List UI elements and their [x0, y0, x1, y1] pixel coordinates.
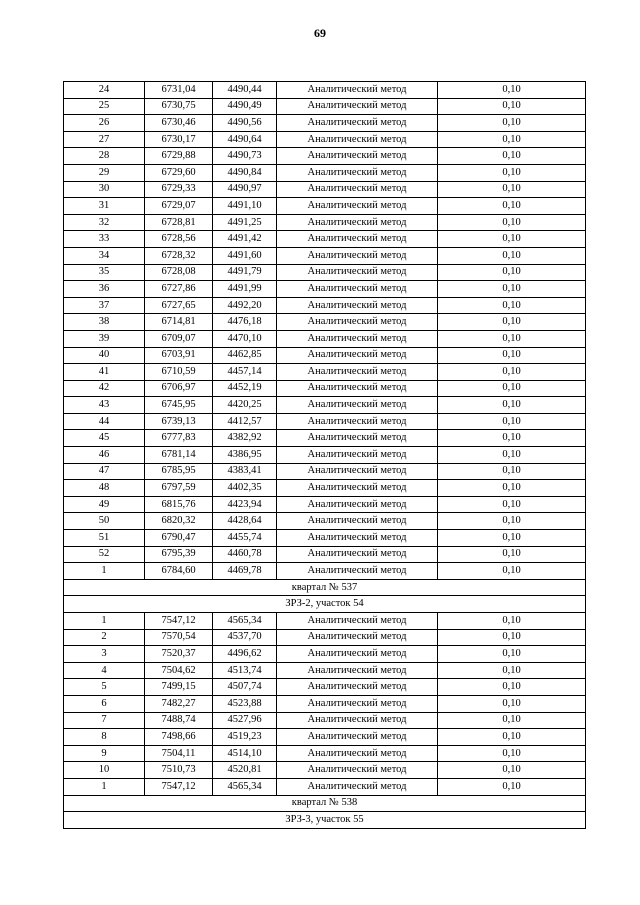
x-coordinate-cell: 7504,11 [145, 745, 213, 762]
table-row [64, 397, 586, 414]
method-cell: Аналитический метод [277, 745, 438, 762]
accuracy-cell: 0,10 [438, 413, 586, 430]
table-row [64, 115, 586, 132]
table-row [64, 712, 586, 729]
point-number-cell: 43 [64, 397, 145, 414]
method-cell: Аналитический метод [277, 679, 438, 696]
point-number-cell: 42 [64, 380, 145, 397]
accuracy-cell: 0,10 [438, 82, 586, 99]
table-row [64, 778, 586, 795]
y-coordinate-cell: 4520,81 [213, 762, 277, 779]
point-number-cell: 29 [64, 164, 145, 181]
y-coordinate-cell: 4491,99 [213, 281, 277, 298]
table-row [64, 164, 586, 181]
x-coordinate-cell: 6706,97 [145, 380, 213, 397]
method-cell: Аналитический метод [277, 330, 438, 347]
table-row [64, 297, 586, 314]
point-number-cell: 39 [64, 330, 145, 347]
method-cell: Аналитический метод [277, 430, 438, 447]
method-cell: Аналитический метод [277, 629, 438, 646]
y-coordinate-cell: 4455,74 [213, 530, 277, 547]
y-coordinate-cell: 4423,94 [213, 496, 277, 513]
x-coordinate-cell: 6728,56 [145, 231, 213, 248]
accuracy-cell: 0,10 [438, 314, 586, 331]
accuracy-cell: 0,10 [438, 131, 586, 148]
point-number-cell: 48 [64, 480, 145, 497]
method-cell: Аналитический метод [277, 231, 438, 248]
point-number-cell: 7 [64, 712, 145, 729]
accuracy-cell: 0,10 [438, 695, 586, 712]
y-coordinate-cell: 4514,10 [213, 745, 277, 762]
accuracy-cell: 0,10 [438, 247, 586, 264]
point-number-cell: 37 [64, 297, 145, 314]
x-coordinate-cell: 6710,59 [145, 364, 213, 381]
y-coordinate-cell: 4462,85 [213, 347, 277, 364]
method-cell: Аналитический метод [277, 729, 438, 746]
method-cell: Аналитический метод [277, 314, 438, 331]
section-header: ЗРЗ-3, участок 55 [64, 812, 586, 829]
x-coordinate-cell: 6703,91 [145, 347, 213, 364]
table-row [64, 646, 586, 663]
table-row [64, 198, 586, 215]
section-header: ЗРЗ-2, участок 54 [64, 596, 586, 613]
section-header: квартал № 538 [64, 795, 586, 812]
y-coordinate-cell: 4412,57 [213, 413, 277, 430]
method-cell: Аналитический метод [277, 447, 438, 464]
y-coordinate-cell: 4527,96 [213, 712, 277, 729]
table-row [64, 330, 586, 347]
point-number-cell: 9 [64, 745, 145, 762]
table-row [64, 281, 586, 298]
x-coordinate-cell: 6781,14 [145, 447, 213, 464]
table-row [64, 364, 586, 381]
x-coordinate-cell: 6790,47 [145, 530, 213, 547]
method-cell: Аналитический метод [277, 513, 438, 530]
x-coordinate-cell: 7488,74 [145, 712, 213, 729]
method-cell: Аналитический метод [277, 164, 438, 181]
section-header-row [64, 812, 586, 829]
accuracy-cell: 0,10 [438, 397, 586, 414]
x-coordinate-cell: 7482,27 [145, 695, 213, 712]
point-number-cell: 31 [64, 198, 145, 215]
method-cell: Аналитический метод [277, 646, 438, 663]
method-cell: Аналитический метод [277, 247, 438, 264]
accuracy-cell: 0,10 [438, 214, 586, 231]
table-row [64, 563, 586, 580]
method-cell: Аналитический метод [277, 297, 438, 314]
point-number-cell: 27 [64, 131, 145, 148]
section-header-row [64, 795, 586, 812]
accuracy-cell: 0,10 [438, 496, 586, 513]
table-row [64, 679, 586, 696]
y-coordinate-cell: 4491,79 [213, 264, 277, 281]
y-coordinate-cell: 4476,18 [213, 314, 277, 331]
x-coordinate-cell: 6730,75 [145, 98, 213, 115]
y-coordinate-cell: 4382,92 [213, 430, 277, 447]
point-number-cell: 4 [64, 662, 145, 679]
y-coordinate-cell: 4490,56 [213, 115, 277, 132]
table-row [64, 247, 586, 264]
point-number-cell: 25 [64, 98, 145, 115]
table-row [64, 98, 586, 115]
method-cell: Аналитический метод [277, 546, 438, 563]
table-row [64, 695, 586, 712]
method-cell: Аналитический метод [277, 662, 438, 679]
x-coordinate-cell: 6730,17 [145, 131, 213, 148]
accuracy-cell: 0,10 [438, 530, 586, 547]
accuracy-cell: 0,10 [438, 745, 586, 762]
x-coordinate-cell: 6729,60 [145, 164, 213, 181]
x-coordinate-cell: 6714,81 [145, 314, 213, 331]
accuracy-cell: 0,10 [438, 447, 586, 464]
accuracy-cell: 0,10 [438, 563, 586, 580]
y-coordinate-cell: 4420,25 [213, 397, 277, 414]
y-coordinate-cell: 4513,74 [213, 662, 277, 679]
table-row [64, 181, 586, 198]
method-cell: Аналитический метод [277, 115, 438, 132]
y-coordinate-cell: 4491,25 [213, 214, 277, 231]
x-coordinate-cell: 6729,88 [145, 148, 213, 165]
point-number-cell: 45 [64, 430, 145, 447]
y-coordinate-cell: 4492,20 [213, 297, 277, 314]
section-header-row [64, 596, 586, 613]
y-coordinate-cell: 4537,70 [213, 629, 277, 646]
point-number-cell: 1 [64, 778, 145, 795]
accuracy-cell: 0,10 [438, 613, 586, 630]
y-coordinate-cell: 4490,49 [213, 98, 277, 115]
accuracy-cell: 0,10 [438, 662, 586, 679]
point-number-cell: 2 [64, 629, 145, 646]
coordinates-table-body [64, 82, 586, 829]
y-coordinate-cell: 4491,42 [213, 231, 277, 248]
method-cell: Аналитический метод [277, 347, 438, 364]
y-coordinate-cell: 4460,78 [213, 546, 277, 563]
section-header-row [64, 579, 586, 596]
point-number-cell: 47 [64, 463, 145, 480]
y-coordinate-cell: 4496,62 [213, 646, 277, 663]
table-row [64, 662, 586, 679]
accuracy-cell: 0,10 [438, 380, 586, 397]
point-number-cell: 8 [64, 729, 145, 746]
point-number-cell: 51 [64, 530, 145, 547]
method-cell: Аналитический метод [277, 496, 438, 513]
accuracy-cell: 0,10 [438, 231, 586, 248]
method-cell: Аналитический метод [277, 264, 438, 281]
x-coordinate-cell: 6739,13 [145, 413, 213, 430]
x-coordinate-cell: 7499,15 [145, 679, 213, 696]
point-number-cell: 34 [64, 247, 145, 264]
x-coordinate-cell: 6785,95 [145, 463, 213, 480]
y-coordinate-cell: 4383,41 [213, 463, 277, 480]
x-coordinate-cell: 7504,62 [145, 662, 213, 679]
page-number: 69 [314, 26, 326, 40]
table-row [64, 347, 586, 364]
y-coordinate-cell: 4519,23 [213, 729, 277, 746]
table-row [64, 546, 586, 563]
point-number-cell: 26 [64, 115, 145, 132]
method-cell: Аналитический метод [277, 148, 438, 165]
y-coordinate-cell: 4523,88 [213, 695, 277, 712]
x-coordinate-cell: 6731,04 [145, 82, 213, 99]
point-number-cell: 46 [64, 447, 145, 464]
x-coordinate-cell: 6729,07 [145, 198, 213, 215]
table-row [64, 214, 586, 231]
accuracy-cell: 0,10 [438, 98, 586, 115]
y-coordinate-cell: 4491,10 [213, 198, 277, 215]
accuracy-cell: 0,10 [438, 364, 586, 381]
method-cell: Аналитический метод [277, 380, 438, 397]
x-coordinate-cell: 6797,59 [145, 480, 213, 497]
point-number-cell: 3 [64, 646, 145, 663]
method-cell: Аналитический метод [277, 413, 438, 430]
point-number-cell: 6 [64, 695, 145, 712]
point-number-cell: 40 [64, 347, 145, 364]
accuracy-cell: 0,10 [438, 729, 586, 746]
y-coordinate-cell: 4452,19 [213, 380, 277, 397]
accuracy-cell: 0,10 [438, 629, 586, 646]
method-cell: Аналитический метод [277, 131, 438, 148]
table-row [64, 430, 586, 447]
point-number-cell: 10 [64, 762, 145, 779]
method-cell: Аналитический метод [277, 82, 438, 99]
x-coordinate-cell: 7510,73 [145, 762, 213, 779]
table-row [64, 729, 586, 746]
method-cell: Аналитический метод [277, 762, 438, 779]
point-number-cell: 5 [64, 679, 145, 696]
y-coordinate-cell: 4386,95 [213, 447, 277, 464]
table-row [64, 447, 586, 464]
y-coordinate-cell: 4490,44 [213, 82, 277, 99]
accuracy-cell: 0,10 [438, 712, 586, 729]
x-coordinate-cell: 7547,12 [145, 778, 213, 795]
method-cell: Аналитический метод [277, 214, 438, 231]
point-number-cell: 38 [64, 314, 145, 331]
method-cell: Аналитический метод [277, 712, 438, 729]
table-row [64, 745, 586, 762]
method-cell: Аналитический метод [277, 778, 438, 795]
table-row [64, 231, 586, 248]
y-coordinate-cell: 4469,78 [213, 563, 277, 580]
point-number-cell: 30 [64, 181, 145, 198]
accuracy-cell: 0,10 [438, 264, 586, 281]
section-header: квартал № 537 [64, 579, 586, 596]
point-number-cell: 32 [64, 214, 145, 231]
y-coordinate-cell: 4470,10 [213, 330, 277, 347]
accuracy-cell: 0,10 [438, 297, 586, 314]
method-cell: Аналитический метод [277, 98, 438, 115]
accuracy-cell: 0,10 [438, 198, 586, 215]
accuracy-cell: 0,10 [438, 480, 586, 497]
method-cell: Аналитический метод [277, 563, 438, 580]
accuracy-cell: 0,10 [438, 430, 586, 447]
table-row [64, 413, 586, 430]
table-row [64, 264, 586, 281]
point-number-cell: 49 [64, 496, 145, 513]
table-row [64, 380, 586, 397]
accuracy-cell: 0,10 [438, 546, 586, 563]
y-coordinate-cell: 4402,35 [213, 480, 277, 497]
y-coordinate-cell: 4565,34 [213, 778, 277, 795]
x-coordinate-cell: 6815,76 [145, 496, 213, 513]
accuracy-cell: 0,10 [438, 281, 586, 298]
method-cell: Аналитический метод [277, 198, 438, 215]
method-cell: Аналитический метод [277, 281, 438, 298]
method-cell: Аналитический метод [277, 695, 438, 712]
method-cell: Аналитический метод [277, 364, 438, 381]
table-row [64, 480, 586, 497]
x-coordinate-cell: 7498,66 [145, 729, 213, 746]
x-coordinate-cell: 6709,07 [145, 330, 213, 347]
point-number-cell: 1 [64, 563, 145, 580]
accuracy-cell: 0,10 [438, 330, 586, 347]
x-coordinate-cell: 6745,95 [145, 397, 213, 414]
x-coordinate-cell: 6730,46 [145, 115, 213, 132]
table-row [64, 762, 586, 779]
y-coordinate-cell: 4490,84 [213, 164, 277, 181]
method-cell: Аналитический метод [277, 530, 438, 547]
x-coordinate-cell: 7520,37 [145, 646, 213, 663]
x-coordinate-cell: 7570,54 [145, 629, 213, 646]
point-number-cell: 1 [64, 613, 145, 630]
accuracy-cell: 0,10 [438, 463, 586, 480]
x-coordinate-cell: 6727,86 [145, 281, 213, 298]
method-cell: Аналитический метод [277, 463, 438, 480]
x-coordinate-cell: 6728,81 [145, 214, 213, 231]
table-row [64, 513, 586, 530]
table-row [64, 496, 586, 513]
point-number-cell: 52 [64, 546, 145, 563]
table-row [64, 148, 586, 165]
point-number-cell: 50 [64, 513, 145, 530]
point-number-cell: 35 [64, 264, 145, 281]
table-row [64, 131, 586, 148]
y-coordinate-cell: 4490,64 [213, 131, 277, 148]
method-cell: Аналитический метод [277, 397, 438, 414]
accuracy-cell: 0,10 [438, 347, 586, 364]
accuracy-cell: 0,10 [438, 164, 586, 181]
table-row [64, 463, 586, 480]
x-coordinate-cell: 6795,39 [145, 546, 213, 563]
table-row [64, 530, 586, 547]
x-coordinate-cell: 6784,60 [145, 563, 213, 580]
accuracy-cell: 0,10 [438, 762, 586, 779]
table-row [64, 314, 586, 331]
y-coordinate-cell: 4428,64 [213, 513, 277, 530]
accuracy-cell: 0,10 [438, 513, 586, 530]
accuracy-cell: 0,10 [438, 778, 586, 795]
table-row [64, 613, 586, 630]
y-coordinate-cell: 4457,14 [213, 364, 277, 381]
accuracy-cell: 0,10 [438, 148, 586, 165]
x-coordinate-cell: 7547,12 [145, 613, 213, 630]
x-coordinate-cell: 6777,83 [145, 430, 213, 447]
x-coordinate-cell: 6728,08 [145, 264, 213, 281]
y-coordinate-cell: 4507,74 [213, 679, 277, 696]
x-coordinate-cell: 6727,65 [145, 297, 213, 314]
method-cell: Аналитический метод [277, 181, 438, 198]
point-number-cell: 24 [64, 82, 145, 99]
y-coordinate-cell: 4565,34 [213, 613, 277, 630]
x-coordinate-cell: 6728,32 [145, 247, 213, 264]
x-coordinate-cell: 6820,32 [145, 513, 213, 530]
method-cell: Аналитический метод [277, 480, 438, 497]
table-row [64, 629, 586, 646]
x-coordinate-cell: 6729,33 [145, 181, 213, 198]
table-row [64, 82, 586, 99]
coordinates-table [63, 81, 586, 829]
point-number-cell: 44 [64, 413, 145, 430]
method-cell: Аналитический метод [277, 613, 438, 630]
accuracy-cell: 0,10 [438, 181, 586, 198]
accuracy-cell: 0,10 [438, 679, 586, 696]
point-number-cell: 33 [64, 231, 145, 248]
y-coordinate-cell: 4491,60 [213, 247, 277, 264]
point-number-cell: 41 [64, 364, 145, 381]
accuracy-cell: 0,10 [438, 115, 586, 132]
y-coordinate-cell: 4490,73 [213, 148, 277, 165]
point-number-cell: 28 [64, 148, 145, 165]
y-coordinate-cell: 4490,97 [213, 181, 277, 198]
point-number-cell: 36 [64, 281, 145, 298]
accuracy-cell: 0,10 [438, 646, 586, 663]
